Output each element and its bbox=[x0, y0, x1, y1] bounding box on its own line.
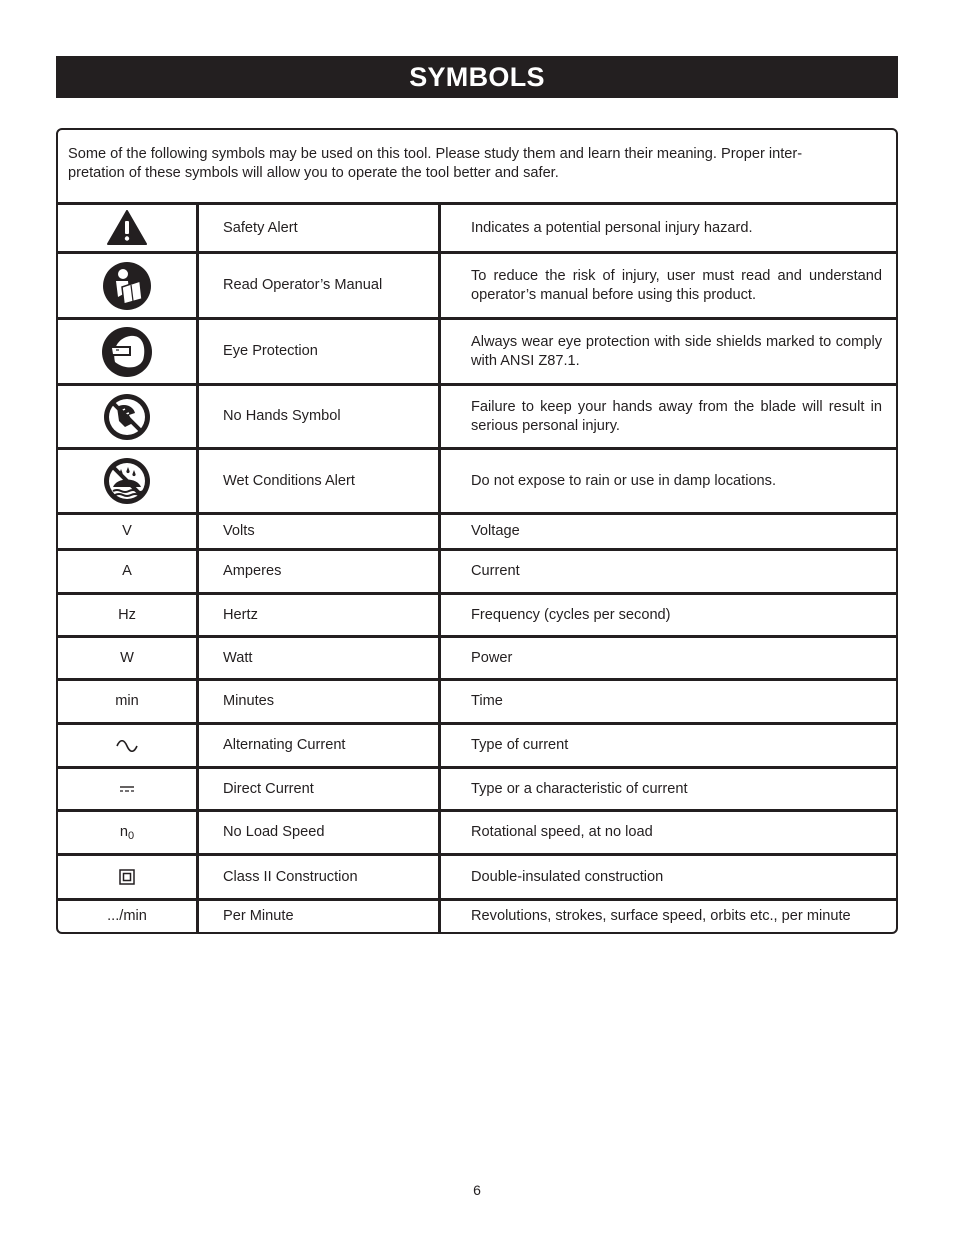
symbol-meaning: Type or a characteristic of current bbox=[471, 780, 688, 797]
symbol-meaning: Current bbox=[471, 563, 520, 579]
symbol-meaning: Always wear eye protection with side shields marked to comply with ANSI Z87.1. bbox=[471, 333, 882, 369]
symbol-subscript: 0 bbox=[128, 830, 135, 842]
symbol-meaning: Failure to keep your hands away from the blade will result in serious personal injury. bbox=[471, 398, 882, 434]
symbol-text: n bbox=[119, 824, 128, 840]
table-row bbox=[58, 635, 896, 678]
symbols-table bbox=[56, 128, 898, 934]
symbol-text: V bbox=[122, 523, 132, 539]
symbol-name: Watt bbox=[223, 649, 253, 666]
safety-alert-icon bbox=[107, 210, 147, 246]
table-row bbox=[58, 853, 896, 898]
read-manual-icon bbox=[102, 261, 152, 311]
table-row bbox=[58, 202, 896, 251]
symbol-text: .../min bbox=[107, 908, 147, 924]
symbol-meaning: To reduce the risk of injury, user must read and understand operator’s manual before using this product. bbox=[471, 267, 882, 303]
page-title: SYMBOLS bbox=[56, 56, 898, 98]
symbol-name: No Hands Symbol bbox=[223, 408, 341, 424]
symbol-meaning: Power bbox=[471, 649, 513, 666]
symbol-text: W bbox=[120, 649, 134, 666]
table-row bbox=[58, 447, 896, 512]
table-row bbox=[58, 317, 896, 383]
table-row bbox=[58, 766, 896, 809]
symbol-name: Safety Alert bbox=[223, 219, 298, 236]
table-row bbox=[58, 251, 896, 317]
symbol-meaning: Voltage bbox=[471, 523, 520, 539]
symbol-name: Eye Protection bbox=[223, 343, 318, 359]
symbol-name: Hertz bbox=[223, 606, 258, 623]
page-number: 6 bbox=[473, 1182, 481, 1198]
table-row bbox=[58, 678, 896, 722]
table-row bbox=[58, 592, 896, 635]
symbol-name: Direct Current bbox=[223, 780, 314, 797]
symbol-name: Per Minute bbox=[223, 908, 294, 924]
table-row bbox=[58, 383, 896, 447]
symbol-meaning: Do not expose to rain or use in damp locations. bbox=[471, 472, 777, 489]
table-row bbox=[58, 548, 896, 592]
symbol-name: Wet Conditions Alert bbox=[223, 472, 355, 489]
symbol-name: Volts bbox=[223, 523, 255, 539]
symbol-text: min bbox=[115, 693, 139, 709]
symbol-meaning: Type of current bbox=[471, 737, 569, 753]
no-hands-icon bbox=[103, 393, 151, 441]
symbol-name: No Load Speed bbox=[223, 824, 325, 840]
table-row bbox=[58, 898, 896, 932]
class-ii-construction-icon bbox=[119, 869, 135, 885]
table-row bbox=[58, 809, 896, 853]
symbol-name: Class II Construction bbox=[223, 868, 358, 885]
symbol-meaning: Double-insulated construction bbox=[471, 868, 664, 885]
alternating-current-icon bbox=[116, 740, 138, 752]
direct-current-icon bbox=[119, 785, 135, 793]
symbol-meaning: Frequency (cycles per second) bbox=[471, 606, 671, 623]
symbol-meaning: Revolutions, strokes, surface speed, orbits etc., per minute bbox=[471, 908, 851, 924]
symbol-name: Alternating Current bbox=[223, 737, 346, 753]
symbol-name: Minutes bbox=[223, 693, 275, 709]
eye-protection-icon bbox=[101, 326, 153, 378]
intro-line-2: pretation of these symbols will allow you to operate the tool better and safer. bbox=[68, 165, 559, 181]
intro-line-1: Some of the following symbols may be used on this tool. Please study them and learn their meaning. Proper inter- bbox=[68, 146, 803, 162]
symbol-meaning: Time bbox=[471, 693, 503, 709]
table-row bbox=[58, 722, 896, 766]
symbol-text: A bbox=[122, 563, 132, 579]
symbol-text: Hz bbox=[118, 606, 136, 623]
symbol-meaning: Indicates a potential personal injury hazard. bbox=[471, 219, 753, 236]
symbol-name: Read Operator’s Manual bbox=[223, 277, 383, 293]
wet-conditions-icon bbox=[103, 457, 151, 505]
symbol-meaning: Rotational speed, at no load bbox=[471, 824, 653, 840]
symbol-name: Amperes bbox=[223, 563, 282, 579]
table-row bbox=[58, 512, 896, 548]
intro-text bbox=[58, 130, 896, 202]
